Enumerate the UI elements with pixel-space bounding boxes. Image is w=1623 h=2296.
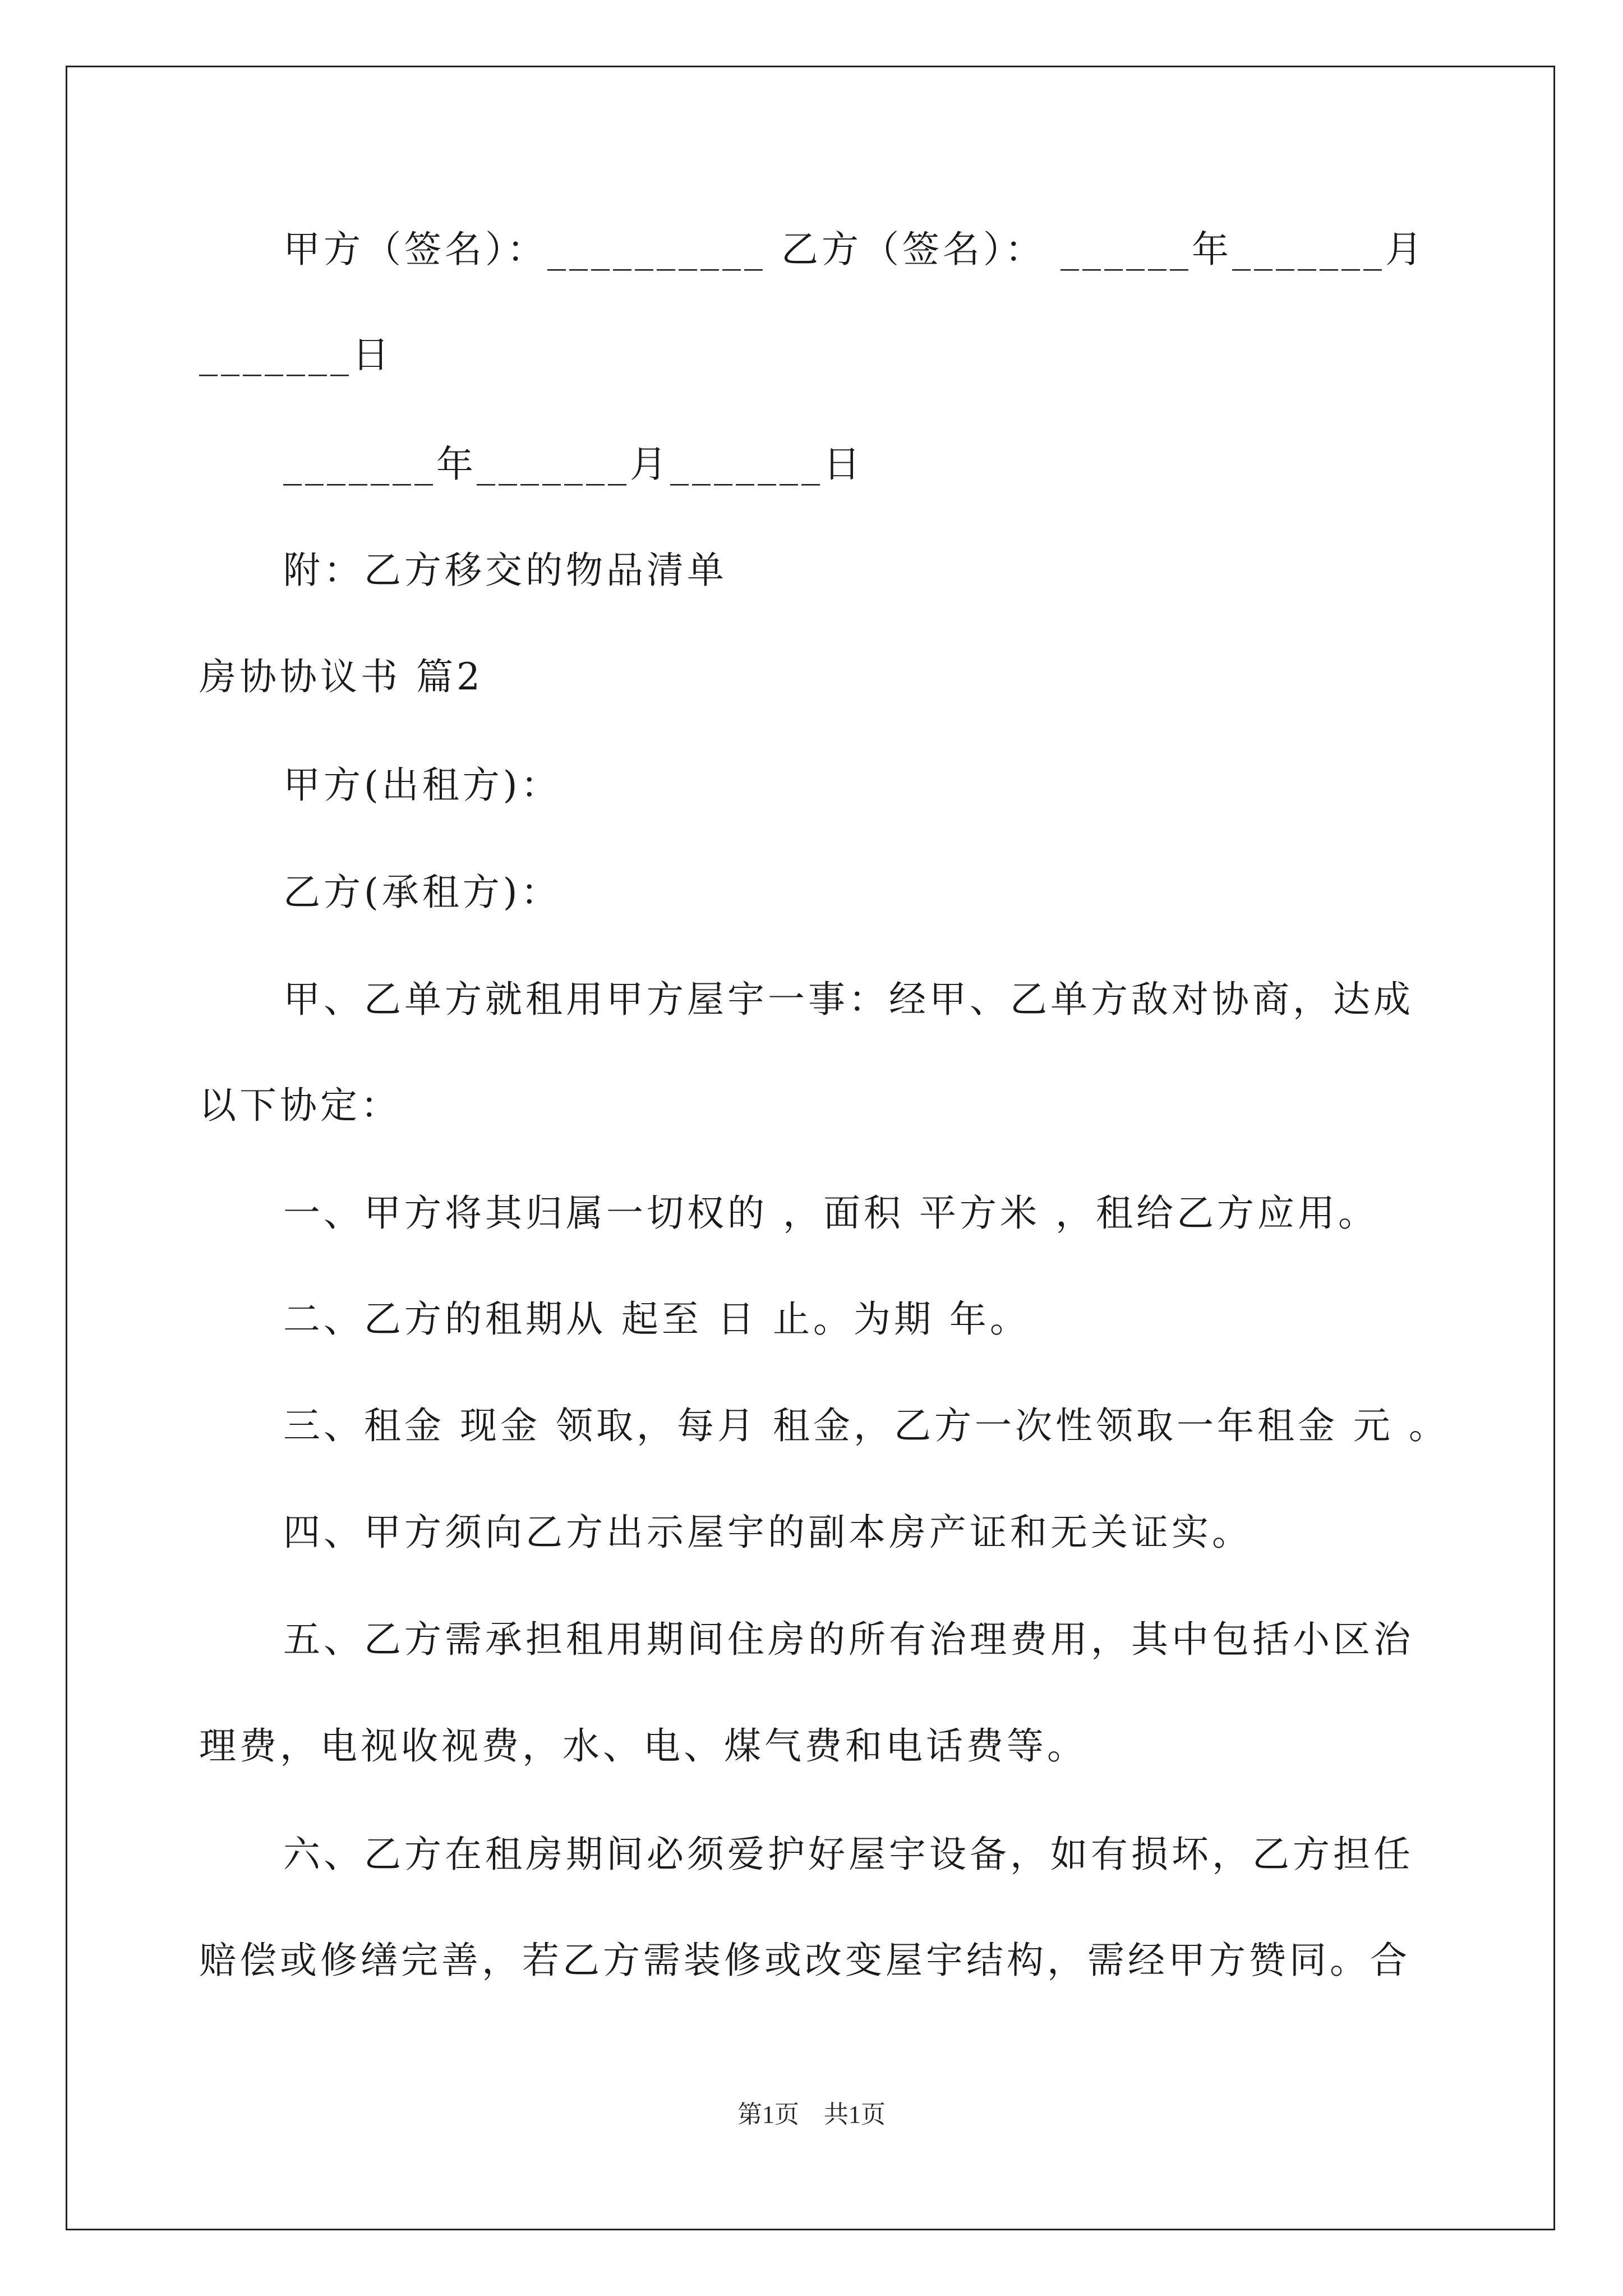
preamble-line-1: 甲、乙单方就租用甲方屋宇一事：经甲、乙单方敌对协商，达成 bbox=[283, 978, 1414, 1021]
party-a-line: 甲方(出租方)： bbox=[283, 763, 561, 807]
clause-6-line-2: 赔偿或修缮完善，若乙方需装修或改变屋宇结构，需经甲方赞同。合 bbox=[199, 1939, 1410, 1982]
party-b-line: 乙方(承租方)： bbox=[283, 871, 561, 914]
preamble-line-2: 以下协定： bbox=[199, 1084, 401, 1127]
clause-3: 三、租金 现金 领取，每月 租金，乙方一次性领取一年租金 元 。 bbox=[283, 1404, 1449, 1447]
section-heading: 房协协议书 篇2 bbox=[199, 655, 483, 698]
clause-5-line-1: 五、乙方需承担租用期间住房的所有治理费用，其中包括小区治 bbox=[283, 1618, 1414, 1661]
signature-line: 甲方（签名）：__________ 乙方（签名）： ______年_______月 bbox=[283, 228, 1426, 271]
signature-date-continued: _______日 bbox=[199, 333, 393, 376]
page-border bbox=[66, 66, 1555, 2230]
clause-1: 一、甲方将其归属一切权的 ，面积 平方米 ，租给乙方应用。 bbox=[283, 1191, 1378, 1235]
clause-4: 四、甲方须向乙方出示屋宇的副本房产证和无关证实。 bbox=[283, 1511, 1252, 1554]
clause-6-line-1: 六、乙方在租房期间必须爱护好屋宇设备，如有损坏，乙方担任 bbox=[283, 1833, 1414, 1876]
attachment-note: 附：乙方移交的物品清单 bbox=[283, 549, 727, 592]
date-line: _______年_______月_______日 bbox=[283, 443, 864, 486]
clause-5-line-2: 理费，电视收视费，水、电、煤气费和电话费等。 bbox=[199, 1724, 1087, 1768]
clause-2: 二、乙方的租期从 起至 日 止。为期 年。 bbox=[283, 1297, 1030, 1341]
page-number-footer: 第1页 共1页 bbox=[737, 2101, 886, 2128]
